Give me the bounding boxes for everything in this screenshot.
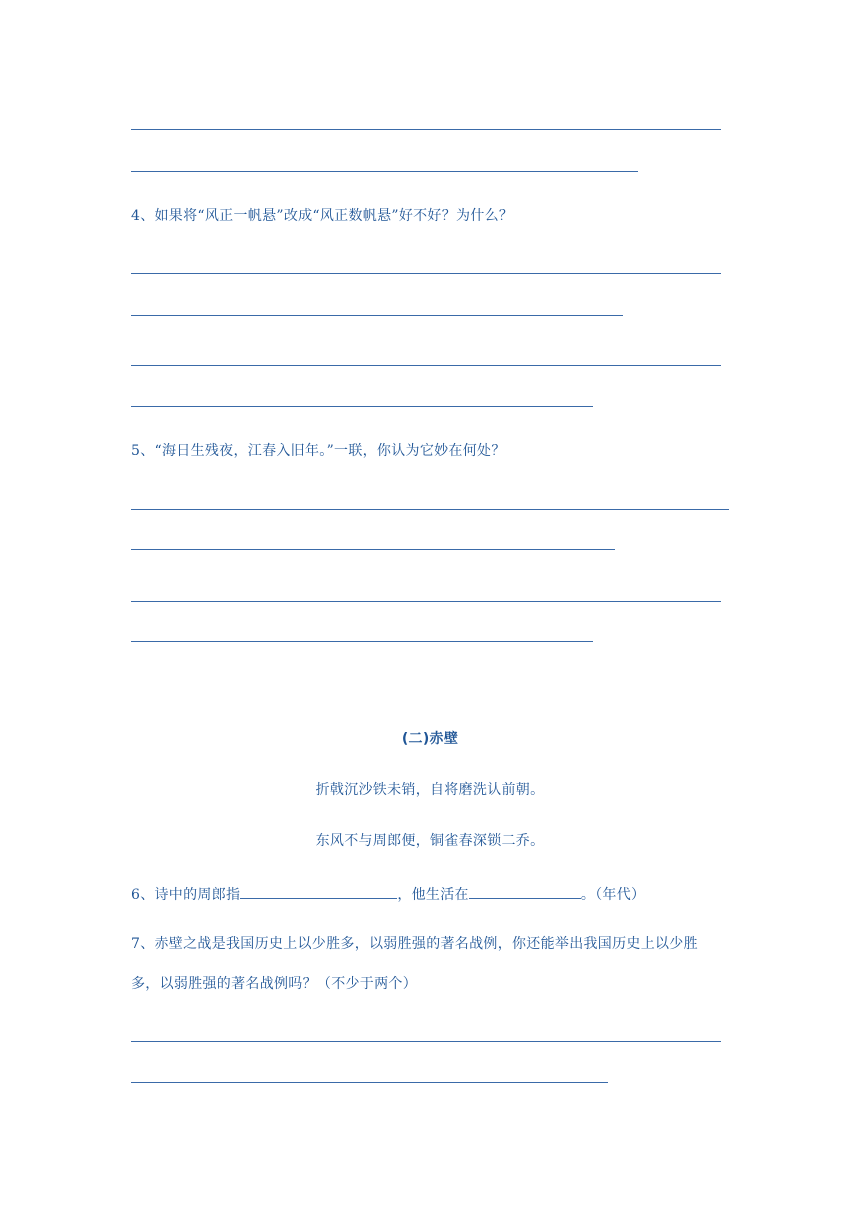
answer-line[interactable] — [131, 509, 729, 510]
question-7-line-2: 多，以弱胜强的著名战例吗？（不少于两个） — [131, 976, 417, 992]
blank-zhoulang-identity[interactable] — [240, 883, 397, 899]
answer-line[interactable] — [131, 273, 721, 274]
answer-line[interactable] — [131, 1041, 721, 1042]
question-4-prompt: 4、如果将“风正一帆悬”改成“风正数帆悬”好不好？为什么？ — [131, 208, 514, 224]
question-5-prompt: 5、“海日生残夜，江春入旧年。”一联，你认为它妙在何处？ — [131, 443, 506, 459]
section-title: (二)赤壁 — [401, 731, 459, 747]
answer-line[interactable] — [131, 315, 623, 316]
answer-line[interactable] — [131, 129, 721, 130]
question-6 — [131, 883, 645, 905]
answer-line[interactable] — [131, 406, 593, 407]
poem-line-1: 折戟沉沙铁未销，自将磨洗认前朝。 — [315, 782, 545, 798]
question-6-part3: 。（年代） — [580, 887, 646, 903]
poem-line-2: 东风不与周郎便，铜雀春深锁二乔。 — [315, 833, 545, 849]
question-6-part1: 6、诗中的周郎指 — [131, 887, 241, 903]
answer-line[interactable] — [131, 171, 638, 172]
answer-line[interactable] — [131, 365, 721, 366]
answer-line[interactable] — [131, 549, 615, 550]
answer-line[interactable] — [131, 601, 721, 602]
question-7-line-1: 7、赤壁之战是我国历史上以少胜多，以弱胜强的著名战例，你还能举出我国历史上以少胜 — [131, 936, 698, 952]
blank-era[interactable] — [469, 883, 581, 899]
answer-line[interactable] — [131, 641, 593, 642]
answer-line[interactable] — [131, 1082, 608, 1083]
question-6-part2: ，他生活在 — [397, 887, 469, 903]
